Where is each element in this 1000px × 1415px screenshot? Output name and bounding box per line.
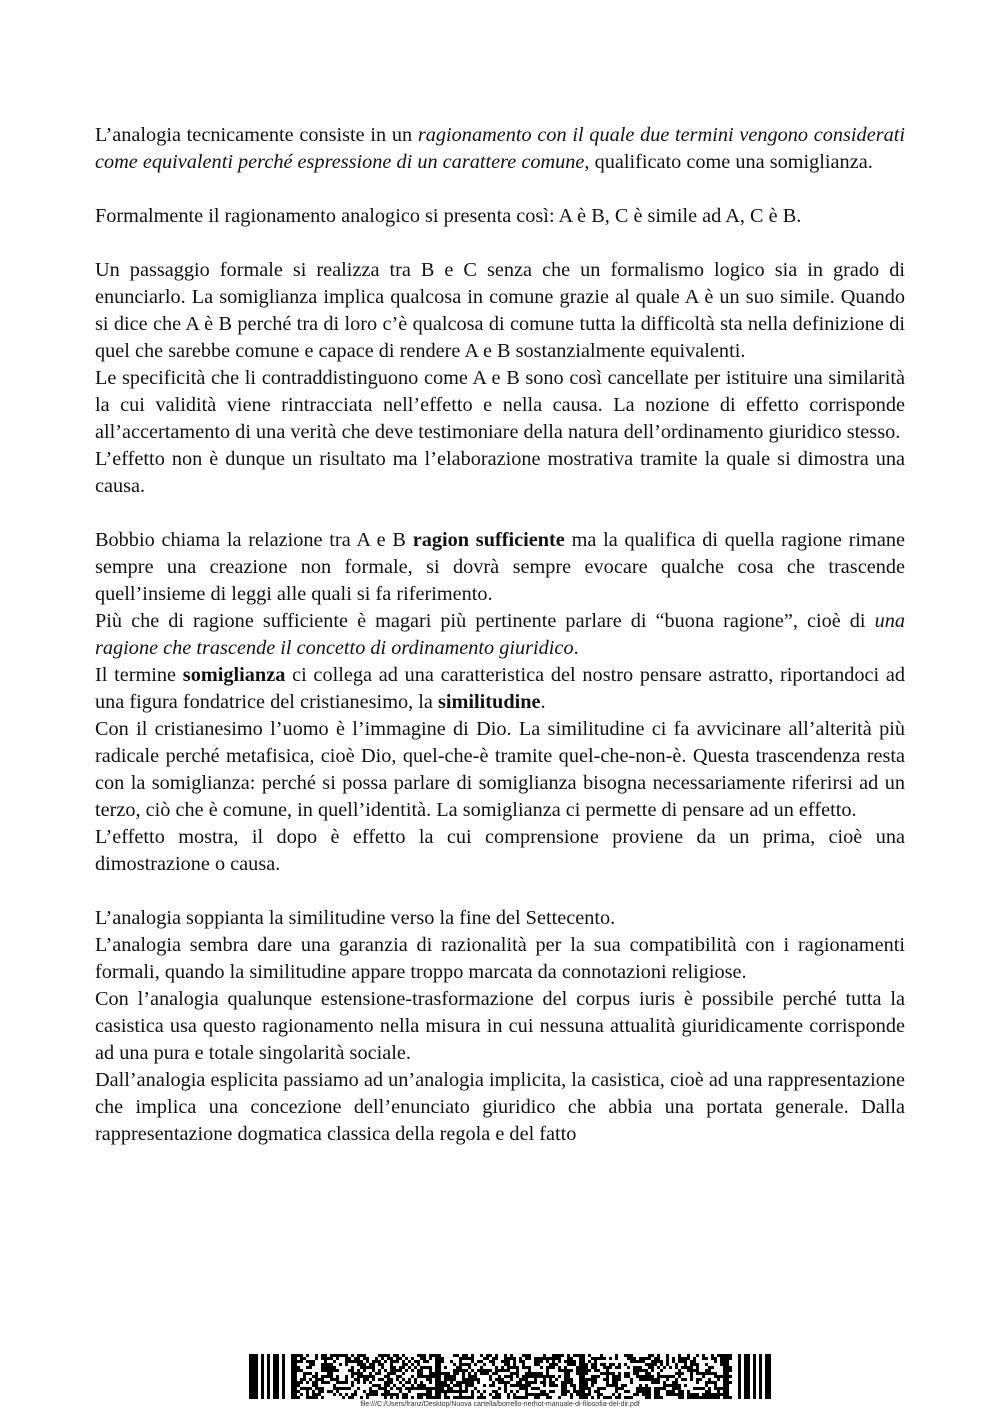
italic-run: una ragione che trascende il concetto di ordinamento giuridico <box>95 610 905 659</box>
paragraph-gap <box>95 230 905 257</box>
text-run: ma la qualifica di quella ragione rimane sempre una creazione non formale, si dovrà sempre evocare qualche cosa che trascende quell’insieme di leggi alle quali si fa riferimento. <box>95 529 905 605</box>
text-run: . <box>573 637 579 659</box>
text-run: ci collega ad una caratteristica del nostro pensare astratto, riportandoci ad una figura fondatrice del cristianesimo, la <box>95 664 905 713</box>
text-run: Più che di ragione sufficiente è magari più pertinente parlare di “buona ragione”, cioè di <box>95 610 875 632</box>
text-run: Il termine <box>95 664 183 686</box>
paragraph-gap <box>95 176 905 203</box>
paragraph-implicit-analogy: Dall’analogia esplicita passiamo ad un’analogia implicita, la casistica, cioè ad una rappresentazione che implica una concezione dell’enunciato giuridico che abbia una portata generale. Dalla rappresentazione dogmatica classica della regola e del fatto <box>95 1069 905 1145</box>
barcode-image <box>249 1354 771 1399</box>
paragraph-formal: Formalmente il ragionamento analogico si presenta così: A è B, C è simile ad A, C è B. <box>95 205 802 227</box>
bold-run: ragion sufficiente <box>412 529 565 551</box>
paragraph-definition <box>95 122 905 176</box>
text-run: , qualificato come una somiglianza. <box>584 151 873 173</box>
italic-run: ragionamento con il quale due termini vengono considerati come equivalenti perché espressione di un carattere comune <box>95 124 906 173</box>
text-run: . <box>540 691 546 713</box>
paragraph-rationality: L’analogia sembra dare una garanzia di razionalità per la sua compatibilità con i ragionamenti formali, quando la similitudine appare troppo marcata da connotazioni religiose. <box>95 934 905 983</box>
paragraph-supplants: L’analogia soppianta la similitudine verso la fine del Settecento. <box>95 907 616 929</box>
paragraph-term <box>95 662 905 716</box>
paragraph-gap <box>95 878 905 905</box>
paragraph-corpus-iuris: Con l’analogia qualunque estensione-trasformazione del corpus iuris è possibile perché tutta la casistica usa questo ragionamento nella misura in cui nessuna attualità giuridicamente corrisponde ad una pura e totale singolarità sociale. <box>95 988 905 1064</box>
paragraph-christianity: Con il cristianesimo l’uomo è l’immagine di Dio. La similitudine ci fa avvicinare all’alterità più radicale perché metafisica, cioè Dio, quel-che-è tramite quel-che-non-è. Questa trascendenza resta con la somiglianza: perché si possa parlare di somiglianza bisogna necessariamente riferirsi ad un terzo, ciò che è comune, in quell’identità. La somiglianza ci permette di pensare ad un effetto. <box>95 718 905 821</box>
paragraph-specificity: Le specificità che li contraddistinguono come A e B sono così cancellate per istituire una similarità la cui validità viene rintracciata nell’effetto e nella causa. La nozione di effetto corrisponde all’accertamento di una verità che deve testimoniare della natura dell’ordinamento giuridico stesso. <box>95 367 905 443</box>
paragraph-gap <box>95 500 905 527</box>
bold-run: similitudine <box>437 691 541 713</box>
paragraph-bobbio <box>95 527 905 608</box>
paragraph-effect-shows: L’effetto mostra, il dopo è effetto la cui comprensione proviene da un prima, cioè una dimostrazione o causa. <box>95 826 905 875</box>
paragraph-effect: L’effetto non è dunque un risultato ma l’elaborazione mostrativa tramite la quale si dimostra una causa. <box>95 448 905 497</box>
document-body <box>95 122 905 1148</box>
text-run: L’analogia tecnicamente consiste in un <box>95 124 418 146</box>
text-run: Bobbio chiama la relazione tra A e B <box>95 529 413 551</box>
paragraph-passage: Un passaggio formale si realizza tra B e C senza che un formalismo logico sia in grado di enunciarlo. La somiglianza implica qualcosa in comune grazie al quale A è un suo simile. Quando si dice che A è B perché tra di loro c’è qualcosa di comune tutta la difficoltà sta nella definizione di quel che sarebbe comune e capace di rendere A e B sostanzialmente equivalenti. <box>95 259 905 362</box>
paragraph-good-reason <box>95 608 905 662</box>
bold-run: somiglianza <box>182 664 286 686</box>
file-path-footer: file:///C:/Users/franz/Desktop/Nuova cartella/borrello-nerhot-manuale-di-filosofia-del-dir.pdf <box>360 1401 640 1408</box>
